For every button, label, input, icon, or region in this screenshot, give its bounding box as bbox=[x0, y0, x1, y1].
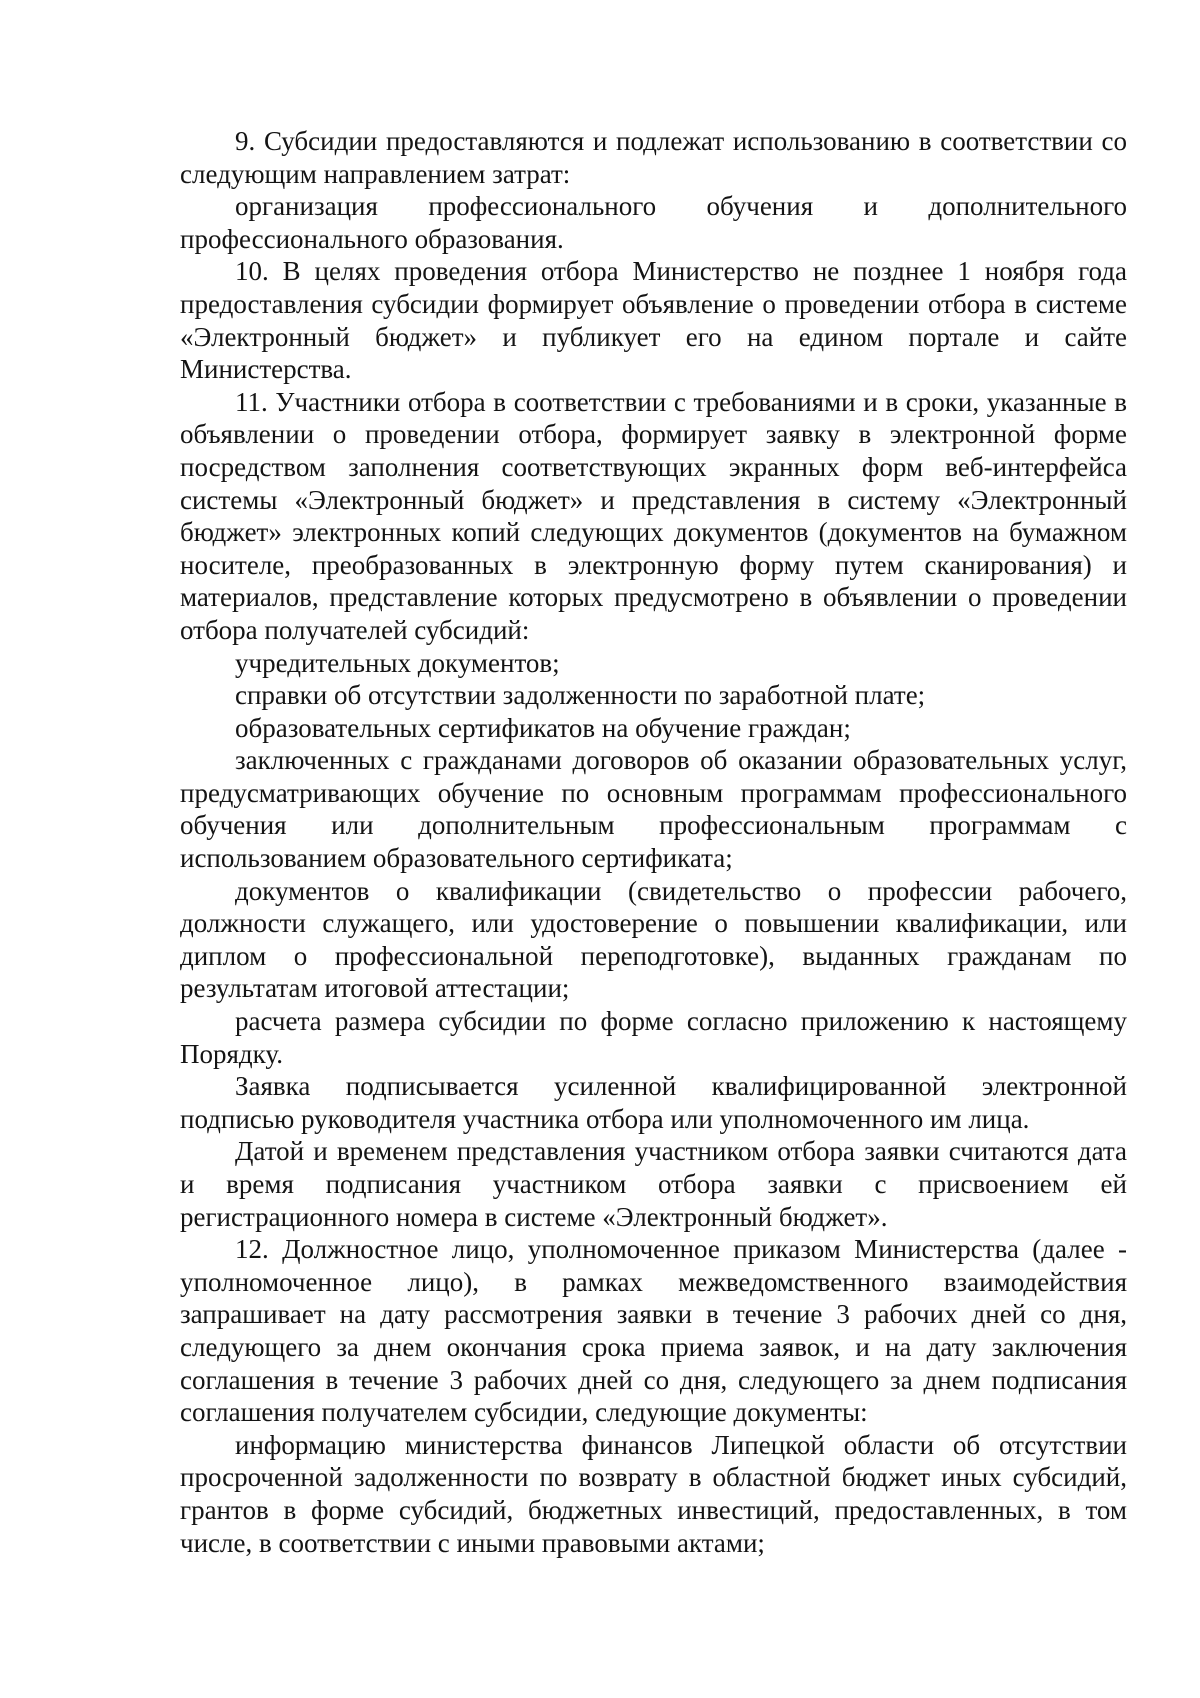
paragraph-signature: Заявка подписывается усиленной квалифицированной электронной подписью руководителя участника отбора или уполномоченного им лица. bbox=[180, 1071, 1127, 1134]
paragraph-11-item-1: учредительных документов; bbox=[235, 647, 560, 678]
paragraph-9-item: организация профессионального обучения и дополнительного профессионального образования. bbox=[180, 191, 1127, 254]
paragraph-11-item-3: образовательных сертификатов на обучение граждан; bbox=[235, 712, 851, 743]
paragraph-12-item-1: информацию министерства финансов Липецкой области об отсутствии просроченной задолженности по возврату в областной бюджет иных субсидий, грантов в форме субсидий, бюджетных инвестиций, предоставленных, в том числе, в соответствии с иными правовыми актами; bbox=[180, 1429, 1127, 1558]
paragraph-11-item-4: заключенных с гражданами договоров об оказании образовательных услуг, предусматривающих обучение по основным программам профессионального обучения или дополнительным профессиональным программам с использованием образовательного сертификата; bbox=[180, 745, 1127, 874]
paragraph-10: 10. В целях проведения отбора Министерство не позднее 1 ноября года предоставления субсидии формирует объявление о проведении отбора в системе «Электронный бюджет» и публикует его на едином портале и сайте Министерства. bbox=[180, 256, 1127, 385]
paragraph-submission-date: Датой и временем представления участником отбора заявки считаются дата и время подписания участником отбора заявки с присвоением ей регистрационного номера в системе «Электронный бюджет». bbox=[180, 1136, 1127, 1232]
paragraph-11: 11. Участники отбора в соответствии с требованиями и в сроки, указанные в объявлении о проведении отбора, формирует заявку в электронной форме посредством заполнения соответствующих экранных форм веб-интерфейса системы «Электронный бюджет» и представления в систему «Электронный бюджет» электронных копий следующих документов (документов на бумажном носителе, преобразованных в электронную форму путем сканирования) и материалов, представление которых предусмотрено в объявлении о проведении отбора получателей субсидий: bbox=[180, 386, 1127, 645]
paragraph-9: 9. Субсидии предоставляются и подлежат использованию в соответствии со следующим направлением затрат: bbox=[180, 126, 1127, 189]
document-body bbox=[180, 125, 1127, 1559]
paragraph-11-item-5: документов о квалификации (свидетельство о профессии рабочего, должности служащего, или удостоверение о повышении квалификации, или диплом о профессиональной переподготовке), выданных гражданам по результатам итоговой аттестации; bbox=[180, 875, 1127, 1004]
paragraph-11-item-2: справки об отсутствии задолженности по заработной плате; bbox=[235, 680, 926, 711]
paragraph-12: 12. Должностное лицо, уполномоченное приказом Министерства (далее - уполномоченное лицо), в рамках межведомственного взаимодействия запрашивает на дату рассмотрения заявки в течение 3 рабочих дней со дня, следующего за днем окончания срока приема заявок, и на дату заключения соглашения в течение 3 рабочих дней со дня, следующего за днем подписания соглашения получателем субсидии, следующие документы: bbox=[180, 1234, 1127, 1428]
paragraph-11-item-6: расчета размера субсидии по форме согласно приложению к настоящему Порядку. bbox=[180, 1006, 1127, 1069]
